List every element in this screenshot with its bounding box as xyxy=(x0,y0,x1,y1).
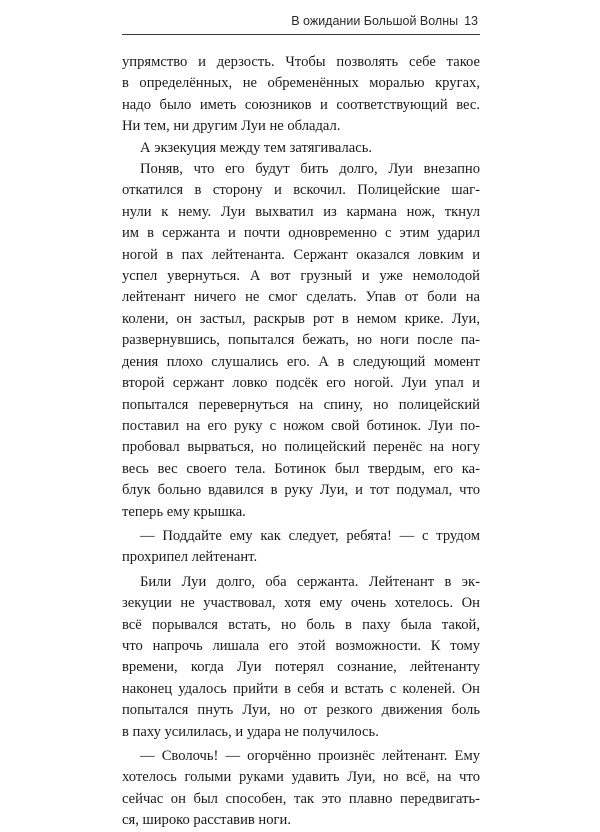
text-line: весь вес своего тела. Ботинок был твердым, его ка- xyxy=(122,460,480,477)
body-text xyxy=(122,52,480,832)
paragraph xyxy=(122,746,480,832)
text-line: второй сержант ловко подсёк его ногой. Луи упал и xyxy=(122,375,480,392)
text-line: Били Луи долго, оба сержанта. Лейтенант в эк- xyxy=(140,573,480,590)
text-line: дения плохо слушались его. А в следующий момент xyxy=(122,353,480,370)
running-header xyxy=(291,14,478,28)
text-line: им в сержанта и почти одновременно с этим ударил xyxy=(122,225,480,242)
text-line: ногой в пах лейтенанта. Сержант оказался ловким и xyxy=(122,246,480,263)
text-line: попытался перевернуться на спину, но полицейский xyxy=(122,396,480,413)
text-line: откатился в сторону и вскочил. Полицейские шаг- xyxy=(122,182,480,199)
paragraph xyxy=(122,526,480,569)
text-line: Ни тем, ни другим Луи не обладал. xyxy=(122,118,341,135)
page-number: 13 xyxy=(464,14,478,28)
text-line: лейтенант ничего не смог сделать. Упав от боли на xyxy=(122,289,480,306)
text-line: — Сволочь! — огорчённо произнёс лейтенант. Ему xyxy=(140,748,480,764)
text-line: теперь ему крышка. xyxy=(122,503,246,520)
paragraph xyxy=(122,138,480,159)
text-line: поставил на его руку с ножом свой ботинок. Луи по- xyxy=(122,417,480,434)
text-line: прохрипел лейтенант. xyxy=(122,549,258,566)
text-line: пробовал вырваться, но полицейский перенёс на ногу xyxy=(122,439,480,456)
text-line: в паху усилилась, и удара не получилось. xyxy=(122,723,379,740)
text-line: хотелось голыми руками удавить Луи, но всё, на что xyxy=(122,769,480,786)
running-title: В ожидании Большой Волны xyxy=(291,14,459,28)
text-line: А экзекуция между тем затягивалась. xyxy=(140,139,373,156)
paragraph xyxy=(122,52,480,138)
paragraph xyxy=(122,572,480,743)
text-line: наконец удалось прийти в себя и встать с коленей. Он xyxy=(122,680,480,697)
text-line: ся, широко расставив ноги. xyxy=(122,812,291,829)
text-line: что напрочь лишала его этой возможности. К тому xyxy=(122,637,480,654)
text-line: сейчас он был способен, так это плавно передвигать- xyxy=(122,790,480,807)
text-line: развернувшись, попытался бежать, но ноги после па- xyxy=(122,332,480,349)
text-line: в определённых, не обременённых моралью кругах, xyxy=(122,75,480,92)
text-line: — Поддайте ему как следует, ребята! — с трудом xyxy=(140,527,480,544)
text-line: блук больно вдавился в руку Луи, и тот подумал, что xyxy=(122,482,480,499)
text-line: упрямство и дерзость. Чтобы позволять себе такое xyxy=(122,54,480,70)
text-line: всё порывался встать, но боль в паху была такой, xyxy=(122,616,480,633)
text-line: нули к нему. Луи выхватил из кармана нож, ткнул xyxy=(122,203,480,220)
text-line: успел увернуться. А вот грузный и уже немолодой xyxy=(122,268,480,285)
text-line: попытался пнуть Луи, но от резкого движения боль xyxy=(122,702,480,719)
header-rule xyxy=(122,34,480,35)
text-line: надо было иметь союзников и соответствующий вес. xyxy=(122,96,480,113)
text-line: колени, он застыл, раскрыв рот в немом крике. Луи, xyxy=(122,310,480,327)
text-line: зекуции не участвовал, хотя ему очень хотелось. Он xyxy=(122,595,480,612)
text-line: Поняв, что его будут бить долго, Луи внезапно xyxy=(140,161,480,178)
text-line: времени, когда Луи потерял сознание, лейтенанту xyxy=(122,659,480,676)
paragraph xyxy=(122,159,480,523)
